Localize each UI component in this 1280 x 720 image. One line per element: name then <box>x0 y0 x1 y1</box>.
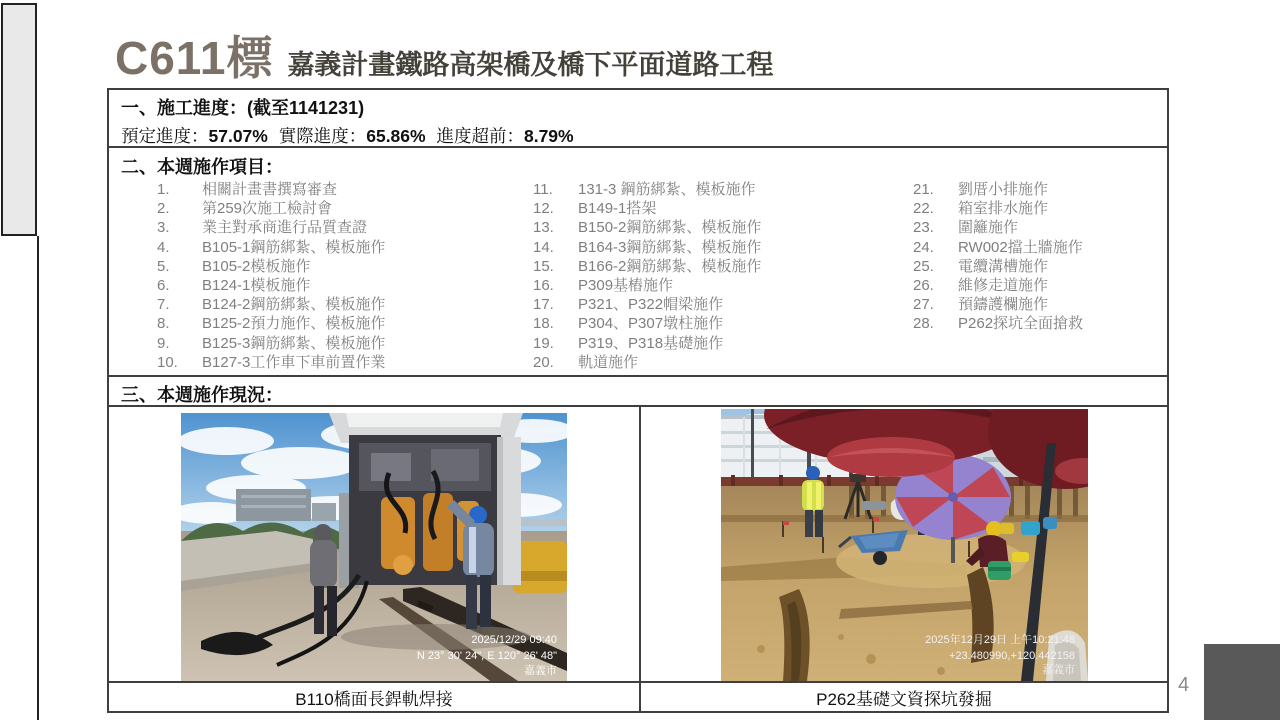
work-item <box>913 238 1083 257</box>
work-item <box>533 238 761 257</box>
project-code: C611標 <box>115 32 274 84</box>
work-item-number: 3. <box>157 219 170 237</box>
content-panel <box>107 88 1169 713</box>
work-item-label: 業主對承商進行品質查證 <box>202 219 368 237</box>
bridge-welding-photo <box>181 413 567 683</box>
corner-square <box>1204 644 1280 720</box>
svg-text:嘉義市: 嘉義市 <box>524 665 557 677</box>
work-item <box>533 334 761 353</box>
work-item-number: 21. <box>913 181 934 198</box>
sidebar-tab <box>1 3 37 236</box>
work-item-label: 預鑄護欄施作 <box>958 296 1049 314</box>
work-item-number: 24. <box>913 238 934 256</box>
work-item <box>533 257 761 276</box>
work-item-label: B149-1搭架 <box>578 200 657 218</box>
planned-progress <box>121 126 268 146</box>
work-item <box>913 314 1083 333</box>
excavation-photo <box>721 409 1088 681</box>
page-number: 4 <box>1178 674 1190 696</box>
work-item-number: 6. <box>157 277 170 295</box>
work-item-label: B164-3鋼筋綁紮、模板施作 <box>578 238 762 256</box>
work-item-number: 20. <box>533 353 554 371</box>
work-item-column-2 <box>533 180 761 372</box>
svg-text:N 23° 30' 24", E 120° 26' 48": N 23° 30' 24", E 120° 26' 48" <box>416 650 557 662</box>
svg-text:+23.480990,+120.442158: +23.480990,+120.442158 <box>948 650 1075 662</box>
work-item <box>157 353 385 372</box>
work-item <box>533 199 761 218</box>
work-item-number: 16. <box>533 277 554 295</box>
work-item-number: 7. <box>157 296 170 314</box>
work-item <box>157 276 385 295</box>
work-item <box>533 314 761 333</box>
planned-progress-label: 預定進度： <box>121 126 209 146</box>
sidebar-line <box>37 236 39 720</box>
work-item-number: 17. <box>533 296 554 314</box>
work-item-column-3 <box>913 180 1083 334</box>
work-item-number: 2. <box>157 200 170 218</box>
work-item-number: 28. <box>913 315 934 333</box>
work-item-number: 23. <box>913 219 934 237</box>
work-item-number: 27. <box>913 296 934 314</box>
work-item <box>533 295 761 314</box>
work-item-label: 電纜溝槽施作 <box>958 257 1049 275</box>
work-item-label: P321、P322帽梁施作 <box>578 296 724 314</box>
work-item <box>157 334 385 353</box>
page-title <box>115 22 773 88</box>
ahead-progress-value: 8.79% <box>523 126 574 146</box>
actual-progress-label: 實際進度： <box>278 126 367 146</box>
work-item <box>913 295 1083 314</box>
photo-caption-left: B110橋面長銲軌焊接 <box>109 683 641 711</box>
section-progress <box>109 90 1167 148</box>
work-item-label: P319、P318基礎施作 <box>578 334 724 352</box>
work-item-number: 12. <box>533 200 554 218</box>
work-item-number: 10. <box>157 353 178 371</box>
work-item-label: 圍籬施作 <box>958 219 1019 237</box>
work-item-number: 14. <box>533 238 554 256</box>
work-item-label: P304、P307墩柱施作 <box>578 315 724 333</box>
work-item-number: 19. <box>533 334 554 352</box>
work-item-label: 第259次施工檢討會 <box>202 200 333 218</box>
svg-text:2025/12/29 09:40: 2025/12/29 09:40 <box>471 634 557 646</box>
work-item-label: B124-2鋼筋綁紮、模板施作 <box>202 296 386 314</box>
project-name: 嘉義計畫鐵路高架橋及橋下平面道路工程 <box>287 50 774 80</box>
work-item-number: 25. <box>913 257 934 275</box>
work-item <box>913 199 1083 218</box>
section-work-items <box>109 148 1167 377</box>
work-item <box>913 257 1083 276</box>
work-item-label: 軌道施作 <box>578 353 639 371</box>
work-item-label: B127-3工作車下車前置作業 <box>202 353 386 371</box>
section-progress-heading: 一、施工進度：(截至1141231) <box>121 98 365 118</box>
work-item <box>913 180 1083 199</box>
svg-text:嘉義市: 嘉義市 <box>1041 664 1075 676</box>
work-item <box>157 314 385 333</box>
work-item-number: 9. <box>157 334 170 352</box>
work-item <box>157 199 385 218</box>
work-item <box>913 218 1083 237</box>
work-item-number: 4. <box>157 238 170 256</box>
work-item-label: RW002擋土牆施作 <box>958 238 1083 256</box>
photo-cell-left <box>109 407 641 681</box>
section-work-items-heading: 二、本週施作項目： <box>121 157 283 177</box>
photo-cell-right <box>641 407 1167 681</box>
svg-text:2025年12月29日 上午10:21:48: 2025年12月29日 上午10:21:48 <box>924 634 1075 646</box>
work-item-number: 15. <box>533 257 554 275</box>
work-item-number: 26. <box>913 277 934 295</box>
work-item <box>157 238 385 257</box>
work-item-label: P309基樁施作 <box>578 277 674 295</box>
work-item <box>533 218 761 237</box>
work-item <box>533 180 761 199</box>
ahead-progress-label: 進度超前： <box>436 126 524 146</box>
work-item-number: 5. <box>157 257 170 275</box>
work-item-label: B166-2鋼筋綁紮、模板施作 <box>578 257 762 275</box>
work-item-label: B124-1模板施作 <box>202 277 311 295</box>
work-item <box>157 218 385 237</box>
work-item <box>533 276 761 295</box>
work-item-label: P262探坑全面搶救 <box>958 315 1084 333</box>
work-item <box>157 295 385 314</box>
work-item <box>157 180 385 199</box>
work-item <box>913 276 1083 295</box>
work-item-label: 劉厝小排施作 <box>958 181 1049 198</box>
work-item-label: B105-1鋼筋綁紮、模板施作 <box>202 238 386 256</box>
actual-progress <box>279 126 426 146</box>
work-item-number: 22. <box>913 200 934 218</box>
photo-caption-right: P262基礎文資探坑發掘 <box>816 689 992 709</box>
caption-row <box>109 681 1167 711</box>
planned-progress-value: 57.07% <box>208 126 268 146</box>
work-item-label: B105-2模板施作 <box>202 257 311 275</box>
work-item-label: B125-3鋼筋綁紮、模板施作 <box>202 334 386 352</box>
work-item-number: 13. <box>533 219 554 237</box>
work-item-label: 箱室排水施作 <box>958 200 1049 218</box>
work-item-label: B125-2預力施作、模板施作 <box>202 315 386 333</box>
photo-row <box>109 407 1167 681</box>
work-item-number: 1. <box>157 181 170 198</box>
work-item <box>533 353 761 372</box>
work-item-label: 維修走道施作 <box>958 277 1049 295</box>
work-item-label: 相關計畫書撰寫審查 <box>202 181 338 198</box>
work-item-label: B150-2鋼筋綁紮、模板施作 <box>578 219 762 237</box>
actual-progress-value: 65.86% <box>366 126 426 146</box>
progress-values <box>121 123 1157 148</box>
work-item-number: 18. <box>533 315 554 333</box>
work-item-column-1 <box>157 180 385 372</box>
section-site-photos <box>109 377 1167 711</box>
ahead-progress <box>436 126 573 146</box>
work-item <box>157 257 385 276</box>
work-item-number: 11. <box>533 181 553 198</box>
work-item-label: 131-3 鋼筋綁紮、模板施作 <box>578 181 756 198</box>
work-item-number: 8. <box>157 315 170 333</box>
section-site-photos-heading: 三、本週施作現況： <box>109 377 1167 407</box>
